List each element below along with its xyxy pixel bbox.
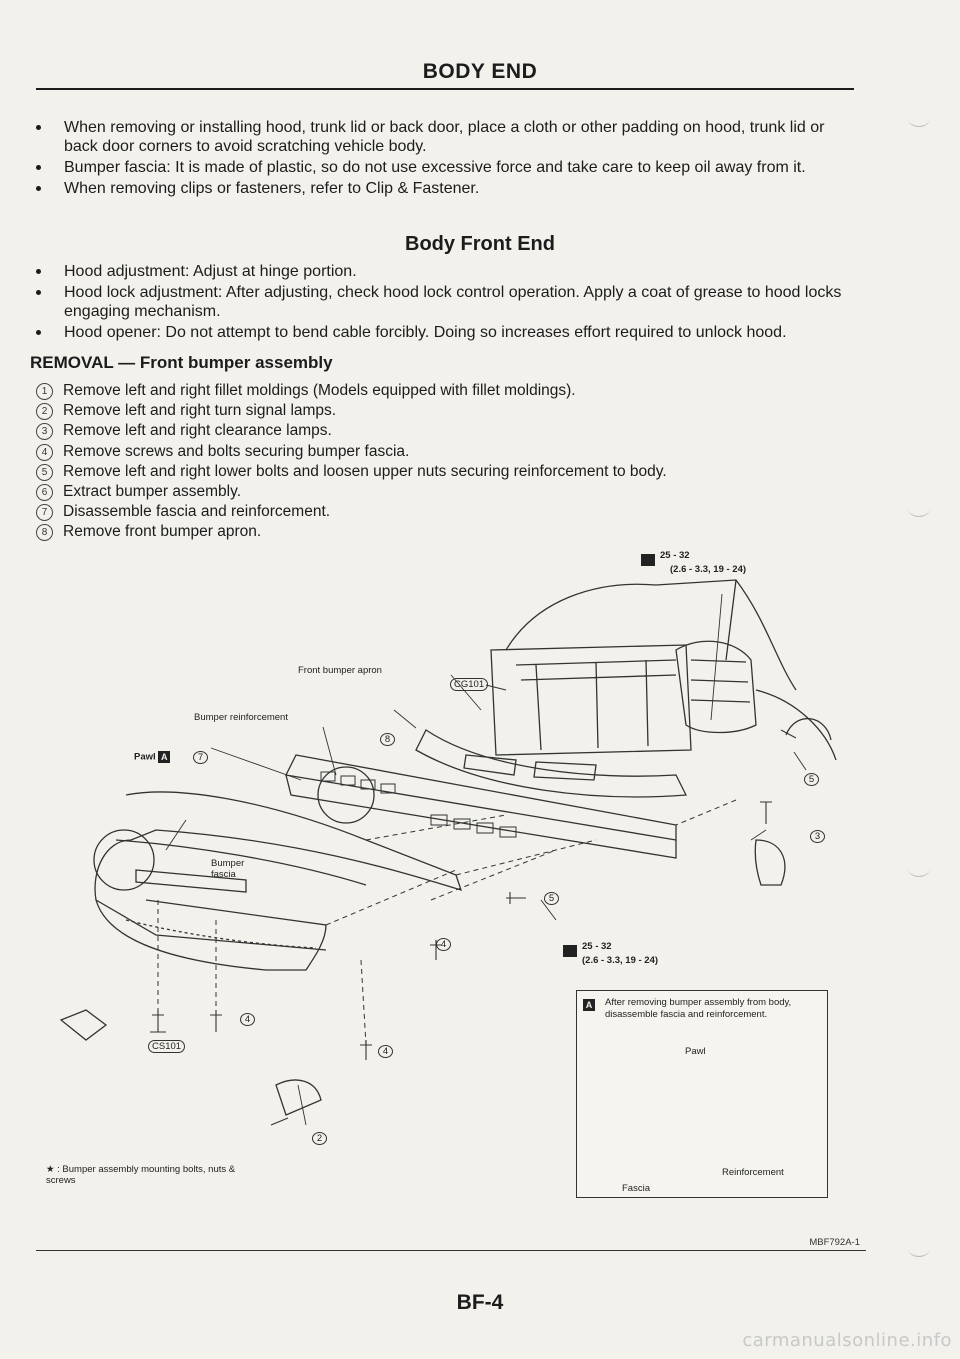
note-item: When removing or installing hood, trunk lid or back door, place a cloth or other padding on hood, trunk lid or back door corners to avoid scratching vehicle body.	[36, 118, 854, 156]
page-title: BODY END	[422, 60, 538, 83]
figure-code: MBF792A-1	[809, 1237, 860, 1248]
callout-4: 4	[378, 1045, 393, 1058]
step-text: Disassemble fascia and reinforcement.	[63, 503, 331, 521]
badge-a-icon: A	[583, 999, 595, 1011]
callout-2: 2	[312, 1132, 327, 1145]
note-item: When removing clips or fasteners, refer to Clip & Fastener.	[36, 179, 854, 198]
bumper-exploded-diagram	[36, 540, 868, 1250]
torque-spec-mid: (2.6 - 3.3, 19 - 24)	[582, 955, 659, 966]
step-item	[36, 482, 667, 502]
note-item: Bumper fascia: It is made of plastic, so do not use excessive force and take care to keep oil away from it.	[36, 158, 854, 177]
inset-label-reinforcement: Reinforcement	[722, 1167, 784, 1178]
inset-label-fascia: Fascia	[622, 1183, 650, 1194]
step-item	[36, 462, 667, 482]
removal-heading: REMOVAL — Front bumper assembly	[30, 353, 333, 372]
title-rule	[36, 88, 854, 90]
inset-label-pawl: Pawl	[685, 1046, 706, 1057]
punch-hole-mark	[908, 860, 930, 877]
step-number: 3	[36, 423, 53, 440]
note-item: Hood adjustment: Adjust at hinge portion.	[36, 262, 854, 281]
label-bumper-fascia: Bumper fascia	[211, 858, 245, 880]
badge-a-icon: A	[158, 751, 170, 763]
star-note: ★ : Bumper assembly mounting bolts, nuts & screws	[46, 1164, 236, 1186]
section-title: Body Front End	[405, 233, 555, 255]
bottom-rule	[36, 1250, 866, 1251]
step-text: Remove left and right lower bolts and loosen upper nuts securing reinforcement to body.	[63, 462, 667, 480]
step-item	[36, 421, 667, 441]
label-front-bumper-apron: Front bumper apron	[298, 665, 382, 676]
callout-3: 3	[810, 830, 825, 843]
punch-hole-mark	[908, 110, 930, 127]
page-number: BF-4	[456, 1291, 504, 1314]
torque-value-top: 25 - 32	[660, 550, 690, 561]
callout-4: 4	[436, 938, 451, 951]
note-item: Hood lock adjustment: After adjusting, check hood lock control operation. Apply a coat of grease to hood locks engaging mechanism.	[36, 283, 854, 321]
step-text: Remove left and right turn signal lamps.	[63, 402, 337, 420]
step-number: 8	[36, 524, 53, 541]
label-pawl-text: Pawl	[134, 751, 156, 763]
general-notes	[36, 118, 854, 200]
callout-4: 4	[240, 1013, 255, 1026]
step-number: 6	[36, 484, 53, 501]
step-text: Remove screws and bolts securing bumper fascia.	[63, 442, 410, 460]
note-item: Hood opener: Do not attempt to bend cable forcibly. Doing so increases effort required to unlock hood.	[36, 323, 854, 342]
step-item	[36, 502, 667, 522]
callout-8: 8	[380, 733, 395, 746]
step-text: Extract bumper assembly.	[63, 483, 242, 501]
torque-value-mid: 25 - 32	[582, 941, 612, 952]
label-bumper-reinforcement: Bumper reinforcement	[194, 712, 288, 723]
callout-5: 5	[804, 773, 819, 786]
step-item	[36, 381, 667, 401]
clip-code-cs101: CS101	[148, 1040, 185, 1053]
section-notes	[36, 262, 854, 344]
clip-code-cg101: CG101	[450, 678, 488, 691]
step-number: 7	[36, 504, 53, 521]
step-number: 2	[36, 403, 53, 420]
callout-5: 5	[544, 892, 559, 905]
step-text: Remove front bumper apron.	[63, 523, 262, 541]
label-pawl	[134, 751, 170, 763]
step-number: 4	[36, 444, 53, 461]
callout-7: 7	[193, 751, 208, 764]
removal-steps	[36, 381, 667, 543]
step-item	[36, 401, 667, 421]
step-text: Remove left and right fillet moldings (Models equipped with fillet moldings).	[63, 382, 576, 399]
inset-text: After removing bumper assembly from body, disassemble fascia and reinforcement.	[605, 997, 792, 1020]
step-item	[36, 442, 667, 462]
punch-hole-mark	[908, 500, 930, 517]
step-number: 1	[36, 383, 53, 400]
inset-detail-box	[576, 990, 828, 1198]
torque-spec-top: (2.6 - 3.3, 19 - 24)	[670, 564, 747, 575]
watermark: carmanualsonline.info	[742, 1330, 952, 1351]
punch-hole-mark	[908, 1240, 930, 1257]
step-text: Remove left and right clearance lamps.	[63, 422, 332, 440]
step-number: 5	[36, 464, 53, 481]
